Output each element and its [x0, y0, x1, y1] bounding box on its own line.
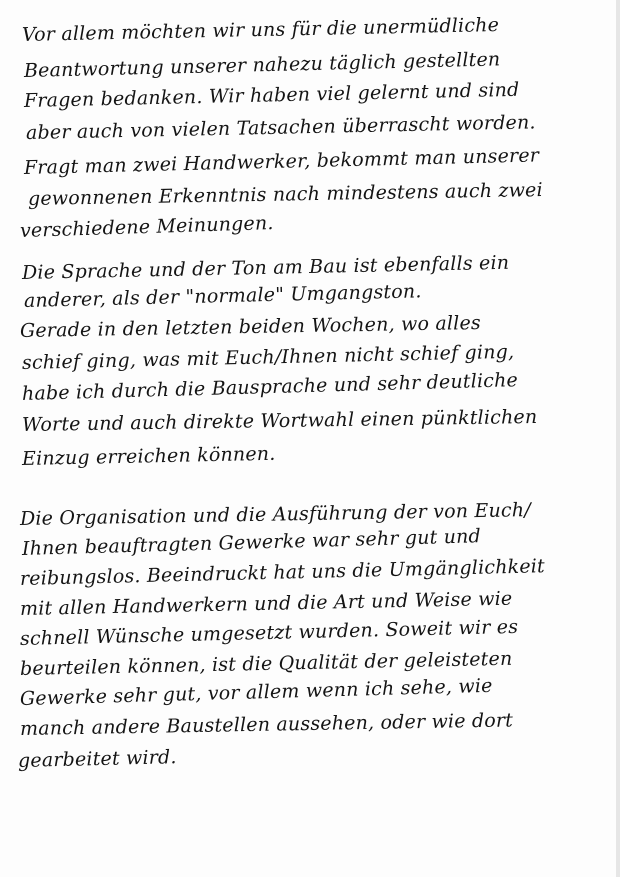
paragraph-1-line-3: Fragen bedanken. Wir haben viel gelernt und sind: [23, 78, 520, 112]
paragraph-2-line-3: Gerade in den letzten beiden Wochen, wo alles: [19, 311, 482, 342]
paragraph-1-line-5: Fragt man zwei Handwerker, bekommt man unserer: [23, 144, 540, 179]
paragraph-3-line-3: reibungslos. Beeindruckt hat uns die Umgänglichkeit: [19, 555, 546, 590]
paragraph-3-line-9: gearbeitet wird.: [17, 746, 177, 772]
paragraph-3-line-7: Gewerke sehr gut, vor allem wenn ich sehe, wie: [19, 674, 493, 710]
paragraph-3-line-2: Ihnen beauftragten Gewerke war sehr gut und: [21, 525, 482, 560]
paragraph-1-line-7: verschiedene Meinungen.: [19, 212, 274, 242]
paragraph-1-line-6: gewonnenen Erkenntnis nach mindestens auch zwei: [27, 179, 543, 210]
paragraph-2-line-1: Die Sprache und der Ton am Bau ist ebenfalls ein: [21, 251, 510, 284]
paragraph-2-line-2: anderer, als der "normale" Umgangston.: [23, 280, 422, 312]
paragraph-1-line-1: Vor allem möchten wir uns für die unermüdliche: [21, 14, 500, 46]
paragraph-2-line-6: Worte und auch direkte Wortwahl einen pünktlichen: [21, 405, 538, 436]
paragraph-3-line-5: schnell Wünsche umgesetzt wurden. Soweit wir es: [19, 615, 519, 650]
paragraph-2-line-7: Einzug erreichen können.: [21, 442, 276, 470]
paragraph-2-line-5: habe ich durch die Bausprache und sehr deutliche: [21, 369, 519, 405]
paragraph-3-line-6: beurteilen können, ist die Qualität der geleisteten: [19, 647, 513, 680]
scan-edge-shadow: [616, 0, 620, 877]
paragraph-1-line-2: Beantwortung unserer nahezu täglich gestellten: [23, 48, 501, 82]
paragraph-1-line-4: aber auch von vielen Tatsachen überrascht worden.: [25, 111, 536, 144]
paragraph-3-line-1: Die Organisation und die Ausführung der von Euch/: [19, 499, 532, 530]
paragraph-3-line-4: mit allen Handwerkern und die Art und Weise wie: [19, 587, 513, 620]
paragraph-2-line-4: schief ging, was mit Euch/Ihnen nicht schief ging,: [21, 340, 515, 374]
paragraph-3-line-8: manch andere Baustellen aussehen, oder wie dort: [19, 709, 514, 740]
